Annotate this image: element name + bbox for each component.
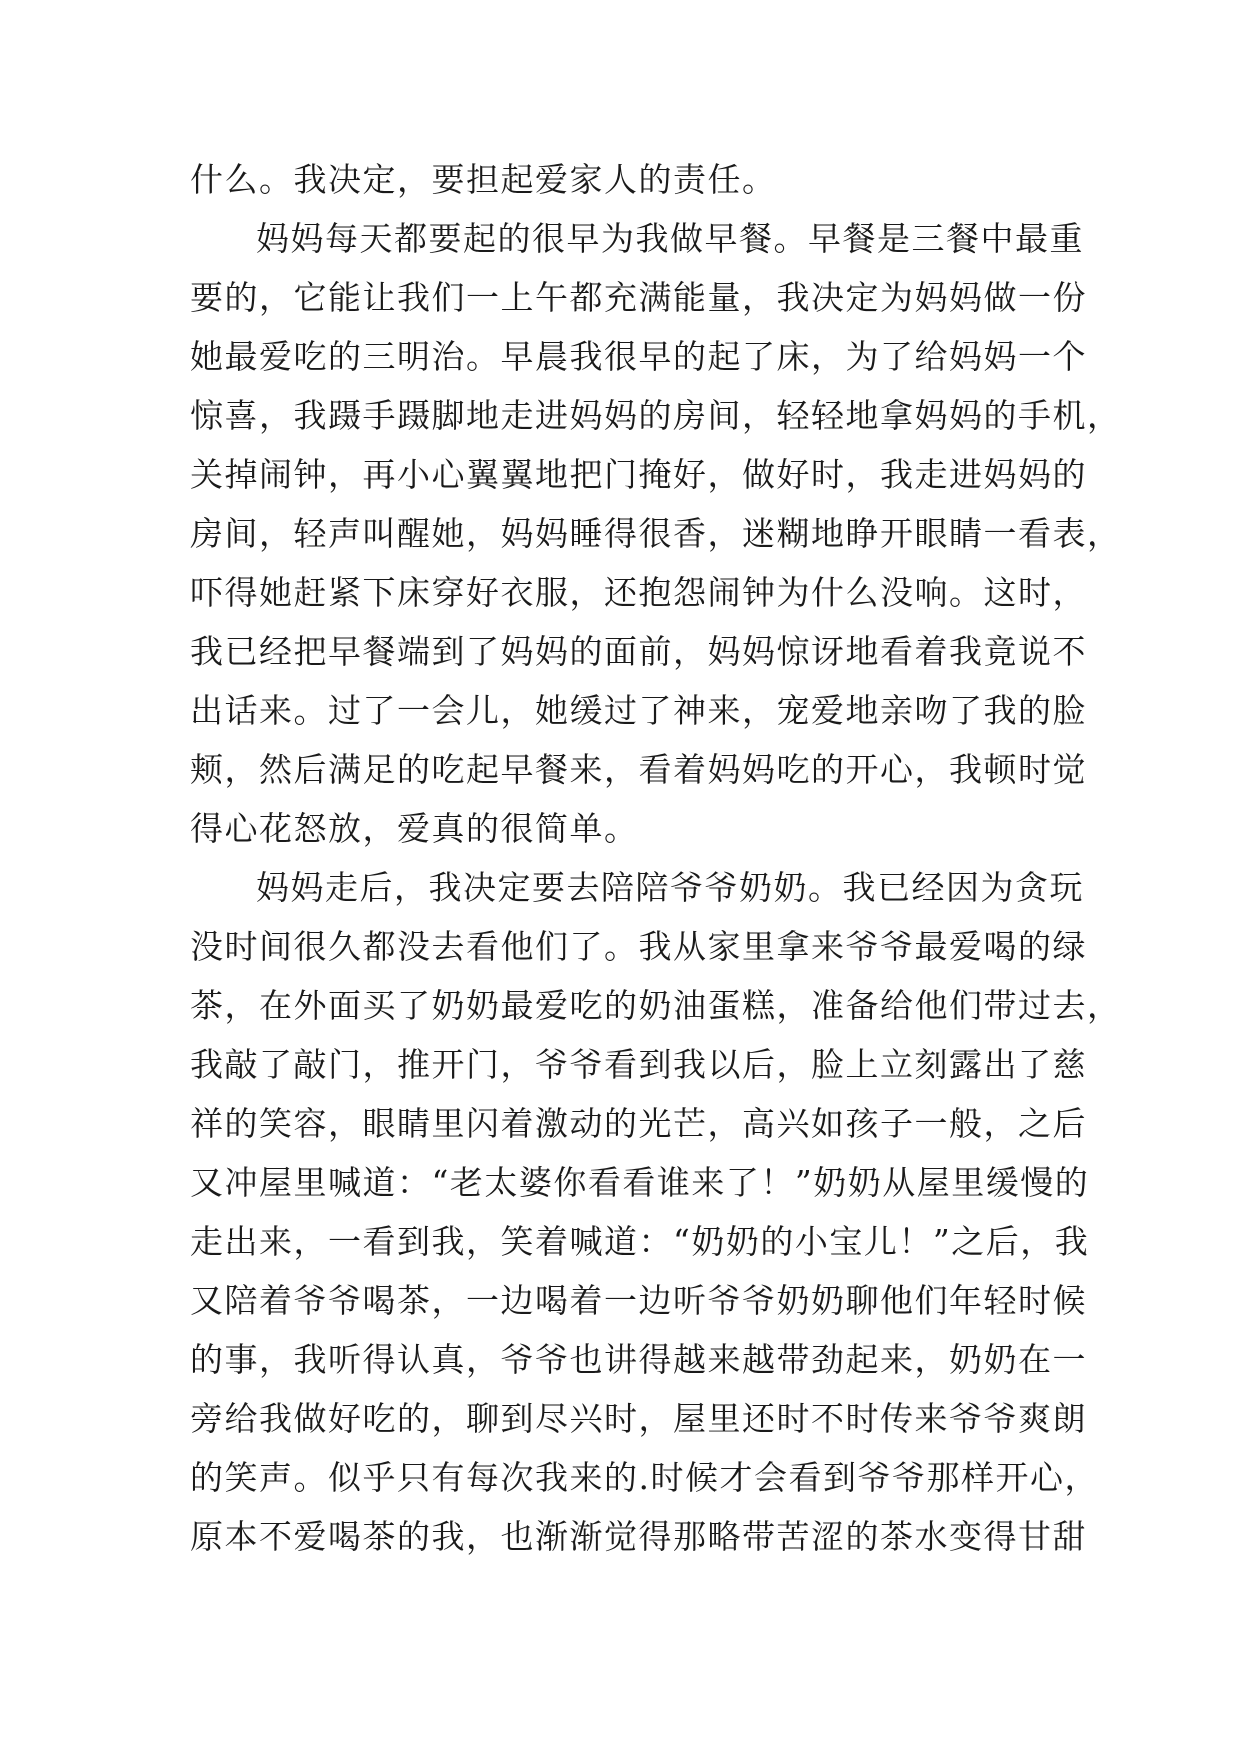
text-line: 吓得她赶紧下床穿好衣服，还抱怨闹钟为什么没响。这时，: [190, 573, 1087, 612]
text-line: 房间，轻声叫醒她，妈妈睡得很香，迷糊地睁开眼睛一看表，: [190, 514, 1122, 553]
text-line: 什么。我决定，要担起爱家人的责任。: [190, 160, 777, 199]
text-line: 我敲了敲门，推开门，爷爷看到我以后，脸上立刻露出了慈: [190, 1045, 1087, 1084]
paragraph-start-line: 妈妈每天都要起的很早为我做早餐。早餐是三餐中最重: [256, 219, 1084, 258]
text-line: 出话来。过了一会儿，她缓过了神来，宠爱地亲吻了我的脸: [190, 691, 1087, 730]
text-line: 没时间很久都没去看他们了。我从家里拿来爷爷最爱喝的绿: [190, 927, 1087, 966]
text-line: 我已经把早餐端到了妈妈的面前，妈妈惊讶地看着我竟说不: [190, 632, 1087, 671]
text-line: 她最爱吃的三明治。早晨我很早的起了床，为了给妈妈一个: [190, 337, 1087, 376]
text-line: 祥的笑容，眼睛里闪着激动的光芒，高兴如孩子一般，之后: [190, 1104, 1087, 1143]
text-line: 的事，我听得认真，爷爷也讲得越来越带劲起来，奶奶在一: [190, 1340, 1087, 1379]
text-line: 关掉闹钟，再小心翼翼地把门掩好，做好时，我走进妈妈的: [190, 455, 1087, 494]
text-line: 又陪着爷爷喝茶，一边喝着一边听爷爷奶奶聊他们年轻时候: [190, 1281, 1087, 1320]
text-line: 要的，它能让我们一上午都充满能量，我决定为妈妈做一份: [190, 278, 1087, 317]
text-line: 的笑声。似乎只有每次我来的.时候才会看到爷爷那样开心，: [190, 1458, 1099, 1497]
text-line: 得心花怒放，爱真的很简单。: [190, 809, 639, 848]
text-line: 旁给我做好吃的，聊到尽兴时，屋里还时不时传来爷爷爽朗: [190, 1399, 1087, 1438]
text-line: 走出来，一看到我，笑着喊道：“奶奶的小宝儿！”之后，我: [190, 1222, 1090, 1261]
text-line: 原本不爱喝茶的我，也渐渐觉得那略带苦涩的茶水变得甘甜: [190, 1517, 1087, 1556]
text-line: 又冲屋里喊道：“老太婆你看看谁来了！”奶奶从屋里缓慢的: [190, 1163, 1090, 1202]
paragraph-start-line: 妈妈走后，我决定要去陪陪爷爷奶奶。我已经因为贪玩: [256, 868, 1084, 907]
text-line: 惊喜，我蹑手蹑脚地走进妈妈的房间，轻轻地拿妈妈的手机，: [190, 396, 1122, 435]
body-text: [190, 150, 1122, 1566]
text-line: 茶，在外面买了奶奶最爱吃的奶油蛋糕，准备给他们带过去，: [190, 986, 1122, 1025]
text-line: 颊，然后满足的吃起早餐来，看着妈妈吃的开心，我顿时觉: [190, 750, 1087, 789]
